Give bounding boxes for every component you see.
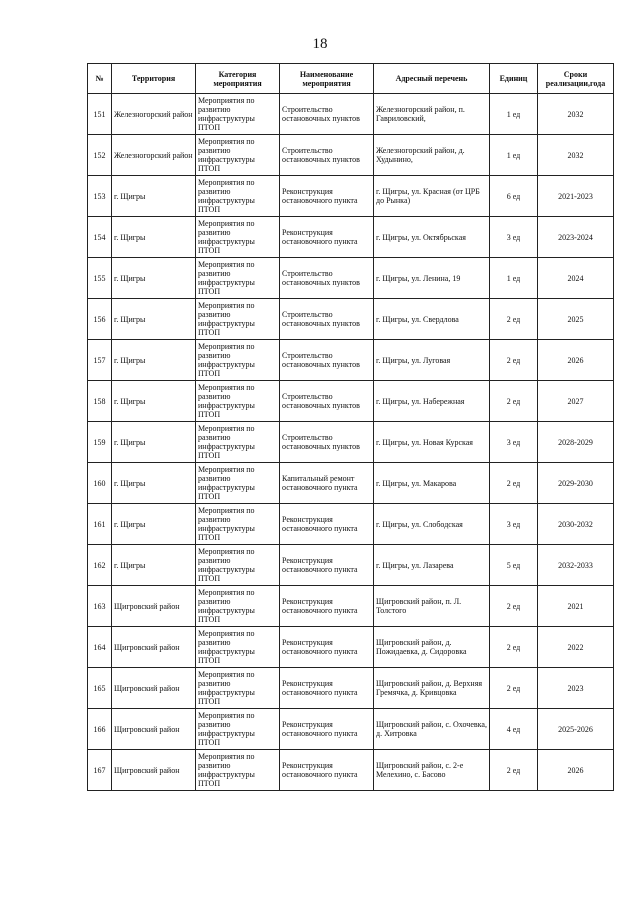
cell-num: 162 — [88, 545, 112, 586]
cell-term: 2021 — [538, 586, 614, 627]
table-row — [88, 668, 614, 709]
cell-address: Щигровский район, д. Пожидаевка, д. Сидоровка — [374, 627, 490, 668]
cell-territory: Щигровский район — [112, 586, 196, 627]
cell-address: Щигровский район, д. Верхняя Гремячка, д. Кривцовка — [374, 668, 490, 709]
cell-territory: Щигровский район — [112, 627, 196, 668]
table-header-row — [88, 64, 614, 94]
table-row — [88, 340, 614, 381]
cell-units: 2 ед — [490, 627, 538, 668]
cell-term: 2032-2033 — [538, 545, 614, 586]
table-row — [88, 94, 614, 135]
cell-units: 2 ед — [490, 586, 538, 627]
cell-term: 2026 — [538, 750, 614, 791]
cell-category: Мероприятия по развитию инфраструктуры ПТОП — [196, 94, 280, 135]
cell-term: 2032 — [538, 135, 614, 176]
cell-category: Мероприятия по развитию инфраструктуры ПТОП — [196, 709, 280, 750]
header-num: № — [88, 64, 112, 94]
cell-num: 157 — [88, 340, 112, 381]
cell-territory: г. Щигры — [112, 258, 196, 299]
cell-name: Строительство остановочных пунктов — [280, 422, 374, 463]
cell-territory: Железногорский район — [112, 94, 196, 135]
cell-num: 153 — [88, 176, 112, 217]
cell-term: 2025 — [538, 299, 614, 340]
cell-address: Щигровский район, п. Л. Толстого — [374, 586, 490, 627]
cell-category: Мероприятия по развитию инфраструктуры ПТОП — [196, 545, 280, 586]
table-row — [88, 217, 614, 258]
cell-address: г. Щигры, ул. Ленина, 19 — [374, 258, 490, 299]
cell-territory: г. Щигры — [112, 381, 196, 422]
cell-term: 2026 — [538, 340, 614, 381]
cell-term: 2022 — [538, 627, 614, 668]
cell-territory: г. Щигры — [112, 217, 196, 258]
cell-address: г. Щигры, ул. Новая Курская — [374, 422, 490, 463]
header-category: Категория мероприятия — [196, 64, 280, 94]
cell-name: Реконструкция остановочного пункта — [280, 586, 374, 627]
cell-num: 164 — [88, 627, 112, 668]
cell-num: 155 — [88, 258, 112, 299]
cell-name: Строительство остановочных пунктов — [280, 258, 374, 299]
cell-address: г. Щигры, ул. Лазарева — [374, 545, 490, 586]
cell-address: г. Щигры, ул. Октябрьская — [374, 217, 490, 258]
cell-address: Щигровский район, с. 2-е Мелехино, с. Басово — [374, 750, 490, 791]
header-name: Наименование мероприятия — [280, 64, 374, 94]
page-number: 18 — [312, 36, 328, 52]
cell-territory: г. Щигры — [112, 463, 196, 504]
cell-name: Строительство остановочных пунктов — [280, 340, 374, 381]
table-row — [88, 463, 614, 504]
cell-term: 2032 — [538, 94, 614, 135]
cell-category: Мероприятия по развитию инфраструктуры ПТОП — [196, 299, 280, 340]
cell-territory: Железногорский район — [112, 135, 196, 176]
cell-address: г. Щигры, ул. Луговая — [374, 340, 490, 381]
cell-name: Строительство остановочных пунктов — [280, 94, 374, 135]
table-row — [88, 381, 614, 422]
cell-category: Мероприятия по развитию инфраструктуры ПТОП — [196, 340, 280, 381]
table-row — [88, 504, 614, 545]
cell-num: 159 — [88, 422, 112, 463]
cell-name: Капитальный ремонт остановочного пункта — [280, 463, 374, 504]
cell-units: 2 ед — [490, 381, 538, 422]
table-row — [88, 709, 614, 750]
cell-category: Мероприятия по развитию инфраструктуры ПТОП — [196, 217, 280, 258]
cell-category: Мероприятия по развитию инфраструктуры ПТОП — [196, 258, 280, 299]
cell-territory: Щигровский район — [112, 750, 196, 791]
cell-term: 2025-2026 — [538, 709, 614, 750]
cell-num: 156 — [88, 299, 112, 340]
cell-territory: г. Щигры — [112, 299, 196, 340]
cell-address: г. Щигры, ул. Макарова — [374, 463, 490, 504]
cell-num: 151 — [88, 94, 112, 135]
cell-num: 161 — [88, 504, 112, 545]
cell-category: Мероприятия по развитию инфраструктуры ПТОП — [196, 381, 280, 422]
cell-units: 3 ед — [490, 504, 538, 545]
cell-territory: г. Щигры — [112, 176, 196, 217]
cell-units: 1 ед — [490, 135, 538, 176]
cell-name: Реконструкция остановочного пункта — [280, 217, 374, 258]
cell-name: Реконструкция остановочного пункта — [280, 750, 374, 791]
cell-units: 2 ед — [490, 340, 538, 381]
cell-term: 2028-2029 — [538, 422, 614, 463]
cell-name: Реконструкция остановочного пункта — [280, 504, 374, 545]
cell-category: Мероприятия по развитию инфраструктуры ПТОП — [196, 586, 280, 627]
cell-name: Реконструкция остановочного пункта — [280, 627, 374, 668]
cell-num: 160 — [88, 463, 112, 504]
cell-units: 1 ед — [490, 94, 538, 135]
table-row — [88, 586, 614, 627]
header-address: Адресный перечень — [374, 64, 490, 94]
cell-territory: г. Щигры — [112, 422, 196, 463]
cell-num: 167 — [88, 750, 112, 791]
cell-address: г. Щигры, ул. Красная (от ЦРБ до Рынка) — [374, 176, 490, 217]
cell-term: 2029-2030 — [538, 463, 614, 504]
cell-term: 2023 — [538, 668, 614, 709]
events-table — [87, 63, 614, 791]
cell-units: 4 ед — [490, 709, 538, 750]
cell-num: 165 — [88, 668, 112, 709]
cell-name: Строительство остановочных пунктов — [280, 299, 374, 340]
cell-num: 152 — [88, 135, 112, 176]
cell-territory: Щигровский район — [112, 709, 196, 750]
cell-units: 6 ед — [490, 176, 538, 217]
cell-name: Строительство остановочных пунктов — [280, 381, 374, 422]
cell-term: 2023-2024 — [538, 217, 614, 258]
cell-name: Реконструкция остановочного пункта — [280, 176, 374, 217]
cell-address: Железногорский район, п. Гавриловский, — [374, 94, 490, 135]
cell-name: Строительство остановочных пунктов — [280, 135, 374, 176]
cell-units: 3 ед — [490, 217, 538, 258]
cell-units: 2 ед — [490, 668, 538, 709]
table-row — [88, 750, 614, 791]
cell-category: Мероприятия по развитию инфраструктуры ПТОП — [196, 750, 280, 791]
table-row — [88, 422, 614, 463]
header-term: Сроки реализации,года — [538, 64, 614, 94]
cell-category: Мероприятия по развитию инфраструктуры ПТОП — [196, 135, 280, 176]
table-row — [88, 545, 614, 586]
cell-address: г. Щигры, ул. Слободская — [374, 504, 490, 545]
cell-name: Реконструкция остановочного пункта — [280, 545, 374, 586]
cell-category: Мероприятия по развитию инфраструктуры ПТОП — [196, 422, 280, 463]
cell-territory: Щигровский район — [112, 668, 196, 709]
cell-num: 166 — [88, 709, 112, 750]
cell-address: г. Щигры, ул. Набережная — [374, 381, 490, 422]
table-row — [88, 135, 614, 176]
cell-units: 1 ед — [490, 258, 538, 299]
cell-category: Мероприятия по развитию инфраструктуры ПТОП — [196, 463, 280, 504]
table-row — [88, 299, 614, 340]
cell-units: 5 ед — [490, 545, 538, 586]
cell-term: 2027 — [538, 381, 614, 422]
cell-num: 158 — [88, 381, 112, 422]
cell-category: Мероприятия по развитию инфраструктуры ПТОП — [196, 627, 280, 668]
cell-address: Железногорский район, д. Худынино, — [374, 135, 490, 176]
cell-term: 2030-2032 — [538, 504, 614, 545]
header-territory: Территория — [112, 64, 196, 94]
cell-name: Реконструкция остановочного пункта — [280, 709, 374, 750]
cell-category: Мероприятия по развитию инфраструктуры ПТОП — [196, 668, 280, 709]
cell-num: 163 — [88, 586, 112, 627]
table-row — [88, 627, 614, 668]
header-units: Единиц — [490, 64, 538, 94]
cell-num: 154 — [88, 217, 112, 258]
cell-units: 2 ед — [490, 299, 538, 340]
cell-address: Щигровский район, с. Охочевка, д. Хитровка — [374, 709, 490, 750]
cell-address: г. Щигры, ул. Свердлова — [374, 299, 490, 340]
cell-units: 3 ед — [490, 422, 538, 463]
cell-units: 2 ед — [490, 750, 538, 791]
table-row — [88, 258, 614, 299]
cell-territory: г. Щигры — [112, 340, 196, 381]
cell-name: Реконструкция остановочного пункта — [280, 668, 374, 709]
table-body — [88, 94, 614, 791]
cell-units: 2 ед — [490, 463, 538, 504]
cell-category: Мероприятия по развитию инфраструктуры ПТОП — [196, 176, 280, 217]
table-row — [88, 176, 614, 217]
cell-territory: г. Щигры — [112, 504, 196, 545]
cell-territory: г. Щигры — [112, 545, 196, 586]
cell-term: 2021-2023 — [538, 176, 614, 217]
cell-term: 2024 — [538, 258, 614, 299]
cell-category: Мероприятия по развитию инфраструктуры ПТОП — [196, 504, 280, 545]
